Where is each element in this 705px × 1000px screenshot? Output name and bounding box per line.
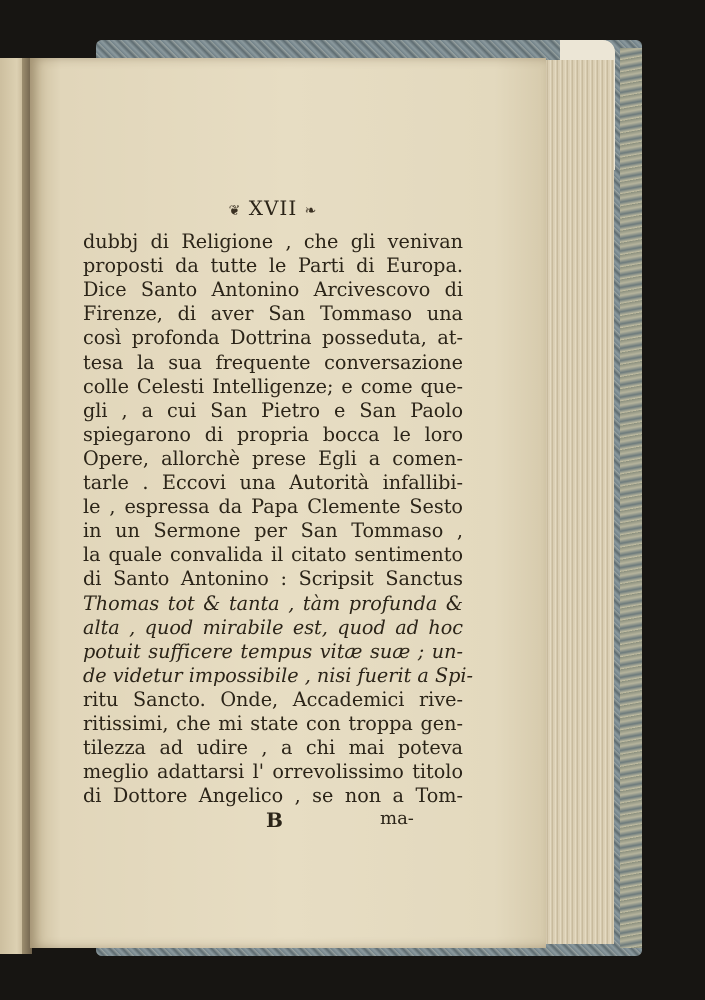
text-line: dubbj di Religione , che gli venivan xyxy=(83,230,463,253)
book-page xyxy=(30,58,546,948)
text-line: le , espressa da Papa Clemente Sesto xyxy=(83,495,463,519)
cover-marbled-edge xyxy=(620,48,642,948)
ornament-right-icon: ❧ xyxy=(304,203,318,219)
catchword: ma- xyxy=(380,808,414,829)
page-block-edges xyxy=(544,60,614,944)
page-number: XVII xyxy=(248,196,298,220)
text-line: ritu Sancto. Onde, Accademici rive- xyxy=(83,687,463,711)
text-line: gli , a cui San Pietro e San Paolo xyxy=(83,398,463,422)
text-line: la quale convalida il citato sentimento xyxy=(83,543,463,567)
text-line: proposti da tutte le Parti di Europa. xyxy=(83,254,463,278)
text-line: tilezza ad udire , a chi mai poteva xyxy=(83,736,463,760)
text-line: di Santo Antonino : Scripsit Sanctus xyxy=(83,567,463,591)
text-line: ritissimi, che mi state con troppa gen- xyxy=(83,712,463,735)
signature-mark: B xyxy=(266,808,283,832)
text-line: alta , quod mirabile est, quod ad hoc xyxy=(83,615,463,639)
text-line: così profonda Dottrina posseduta, at- xyxy=(83,326,463,350)
text-line: potuit sufficere tempus vitæ suæ ; un- xyxy=(83,639,463,663)
text-line: Opere, allorchè prese Egli a comen- xyxy=(83,446,463,470)
text-line: colle Celesti Intelligenze; e come que- xyxy=(83,374,463,398)
text-line: di Dottore Angelico , se non a Tom- xyxy=(83,784,463,808)
text-line: in un Sermone per San Tommaso , xyxy=(83,519,463,543)
text-line: spiegarono di propria bocca le loro xyxy=(83,422,463,446)
text-line: Thomas tot & tanta , tàm profunda & xyxy=(83,591,463,615)
text-line: Dice Santo Antonino Arcivescovo di xyxy=(83,278,463,302)
text-line: de videtur impossibile , nisi fuerit a Spi- xyxy=(83,663,473,687)
text-line: tesa la sua frequente conversazione xyxy=(83,350,463,374)
text-line: meglio adattarsi l' orrevolissimo titolo xyxy=(83,760,463,784)
page-header xyxy=(83,196,463,220)
text-line: Firenze, di aver San Tommaso una xyxy=(83,302,463,326)
ornament-left-icon: ❦ xyxy=(228,203,242,219)
text-line: tarle . Eccovi una Autorità infallibi- xyxy=(83,471,463,494)
